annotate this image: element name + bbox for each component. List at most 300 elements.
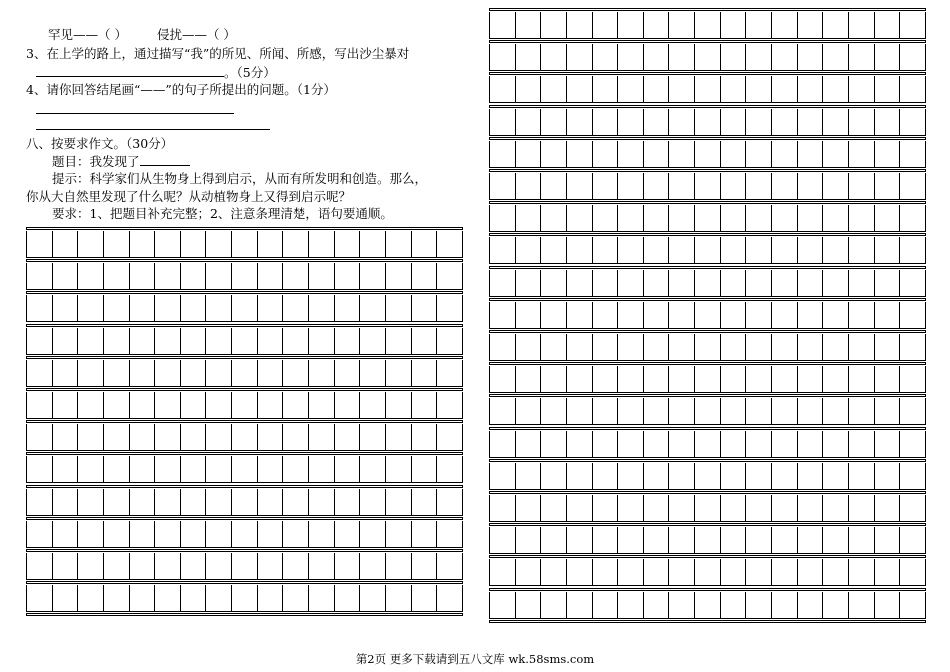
grid-cell[interactable] [875, 76, 901, 102]
grid-cell[interactable] [823, 463, 849, 489]
grid-cell[interactable] [746, 431, 772, 457]
grid-cell[interactable] [900, 366, 926, 392]
grid-cell[interactable] [669, 237, 695, 263]
grid-cell[interactable] [823, 495, 849, 521]
grid-cell[interactable] [669, 12, 695, 38]
grid-cell[interactable] [516, 173, 542, 199]
grid-cell[interactable] [900, 12, 926, 38]
grid-cell[interactable] [900, 527, 926, 553]
grid-cell[interactable] [130, 489, 156, 515]
grid-cell[interactable] [900, 334, 926, 360]
grid-cell[interactable] [849, 592, 875, 618]
grid-cell[interactable] [206, 328, 232, 354]
grid-cell[interactable] [618, 495, 644, 521]
grid-cell[interactable] [593, 141, 619, 167]
grid-cell[interactable] [490, 592, 516, 618]
grid-cell[interactable] [695, 173, 721, 199]
grid-cell[interactable] [155, 521, 181, 547]
grid-cell[interactable] [900, 237, 926, 263]
grid-cell[interactable] [849, 237, 875, 263]
grid-cell[interactable] [412, 263, 438, 289]
grid-cell[interactable] [644, 270, 670, 296]
grid-cell[interactable] [490, 527, 516, 553]
grid-cell[interactable] [849, 527, 875, 553]
grid-cell[interactable] [516, 237, 542, 263]
grid-cell[interactable] [155, 392, 181, 418]
grid-cell[interactable] [206, 263, 232, 289]
grid-cell[interactable] [695, 398, 721, 424]
grid-cell[interactable] [849, 366, 875, 392]
grid-cell[interactable] [721, 463, 747, 489]
grid-cell[interactable] [27, 295, 53, 321]
grid-cell[interactable] [206, 521, 232, 547]
grid-cell[interactable] [695, 12, 721, 38]
grid-cell[interactable] [516, 431, 542, 457]
grid-cell[interactable] [798, 334, 824, 360]
grid-cell[interactable] [335, 295, 361, 321]
grid-cell[interactable] [567, 76, 593, 102]
grid-cell[interactable] [567, 173, 593, 199]
grid-cell[interactable] [695, 302, 721, 328]
grid-cell[interactable] [746, 559, 772, 585]
grid-cell[interactable] [309, 328, 335, 354]
grid-cell[interactable] [78, 553, 104, 579]
grid-cell[interactable] [849, 76, 875, 102]
grid-cell[interactable] [516, 334, 542, 360]
grid-cell[interactable] [130, 328, 156, 354]
grid-cell[interactable] [900, 463, 926, 489]
grid-cell[interactable] [695, 366, 721, 392]
grid-cell[interactable] [516, 76, 542, 102]
grid-cell[interactable] [155, 263, 181, 289]
grid-cell[interactable] [27, 585, 53, 611]
grid-cell[interactable] [53, 521, 79, 547]
grid-cell[interactable] [206, 231, 232, 257]
grid-cell[interactable] [309, 521, 335, 547]
grid-cell[interactable] [669, 270, 695, 296]
grid-cell[interactable] [849, 173, 875, 199]
grid-cell[interactable] [516, 302, 542, 328]
grid-cell[interactable] [875, 270, 901, 296]
writing-grid-left[interactable] [26, 227, 463, 617]
grid-cell[interactable] [386, 328, 412, 354]
grid-cell[interactable] [823, 173, 849, 199]
grid-cell[interactable] [849, 431, 875, 457]
grid-cell[interactable] [360, 392, 386, 418]
grid-cell[interactable] [541, 463, 567, 489]
grid-cell[interactable] [335, 328, 361, 354]
grid-cell[interactable] [130, 553, 156, 579]
grid-cell[interactable] [78, 263, 104, 289]
grid-cell[interactable] [309, 263, 335, 289]
grid-cell[interactable] [309, 489, 335, 515]
grid-cell[interactable] [618, 463, 644, 489]
grid-cell[interactable] [206, 295, 232, 321]
grid-cell[interactable] [618, 44, 644, 70]
grid-cell[interactable] [335, 585, 361, 611]
grid-cell[interactable] [437, 553, 463, 579]
grid-cell[interactable] [772, 495, 798, 521]
grid-cell[interactable] [772, 334, 798, 360]
grid-cell[interactable] [618, 12, 644, 38]
grid-cell[interactable] [849, 44, 875, 70]
grid-cell[interactable] [593, 527, 619, 553]
grid-cell[interactable] [823, 559, 849, 585]
grid-cell[interactable] [721, 495, 747, 521]
grid-cell[interactable] [335, 231, 361, 257]
grid-cell[interactable] [618, 76, 644, 102]
grid-cell[interactable] [593, 109, 619, 135]
grid-cell[interactable] [798, 302, 824, 328]
grid-cell[interactable] [104, 456, 130, 482]
grid-cell[interactable] [772, 237, 798, 263]
grid-cell[interactable] [386, 392, 412, 418]
grid-cell[interactable] [618, 398, 644, 424]
grid-cell[interactable] [593, 592, 619, 618]
grid-cell[interactable] [721, 173, 747, 199]
grid-cell[interactable] [309, 585, 335, 611]
grid-cell[interactable] [386, 263, 412, 289]
grid-cell[interactable] [618, 109, 644, 135]
grid-cell[interactable] [746, 44, 772, 70]
grid-cell[interactable] [283, 553, 309, 579]
grid-cell[interactable] [644, 109, 670, 135]
grid-cell[interactable] [746, 109, 772, 135]
grid-cell[interactable] [875, 12, 901, 38]
grid-cell[interactable] [618, 334, 644, 360]
grid-cell[interactable] [618, 141, 644, 167]
grid-cell[interactable] [618, 559, 644, 585]
grid-cell[interactable] [669, 141, 695, 167]
grid-cell[interactable] [335, 263, 361, 289]
grid-cell[interactable] [155, 360, 181, 386]
grid-cell[interactable] [721, 44, 747, 70]
grid-cell[interactable] [772, 592, 798, 618]
grid-cell[interactable] [78, 295, 104, 321]
grid-cell[interactable] [746, 527, 772, 553]
grid-cell[interactable] [386, 521, 412, 547]
grid-cell[interactable] [155, 553, 181, 579]
grid-cell[interactable] [206, 553, 232, 579]
grid-cell[interactable] [900, 173, 926, 199]
grid-cell[interactable] [746, 398, 772, 424]
grid-cell[interactable] [516, 366, 542, 392]
grid-cell[interactable] [644, 12, 670, 38]
grid-cell[interactable] [206, 360, 232, 386]
grid-cell[interactable] [875, 109, 901, 135]
grid-cell[interactable] [823, 270, 849, 296]
grid-cell[interactable] [849, 559, 875, 585]
grid-cell[interactable] [232, 328, 258, 354]
grid-cell[interactable] [283, 489, 309, 515]
grid-cell[interactable] [309, 360, 335, 386]
grid-cell[interactable] [386, 424, 412, 450]
grid-cell[interactable] [490, 463, 516, 489]
grid-cell[interactable] [181, 521, 207, 547]
grid-cell[interactable] [798, 205, 824, 231]
answer-blank[interactable] [36, 64, 224, 77]
grid-cell[interactable] [360, 489, 386, 515]
grid-cell[interactable] [593, 302, 619, 328]
grid-cell[interactable] [232, 231, 258, 257]
answer-line-2[interactable] [36, 129, 270, 130]
grid-cell[interactable] [53, 231, 79, 257]
grid-cell[interactable] [181, 553, 207, 579]
grid-cell[interactable] [593, 270, 619, 296]
grid-cell[interactable] [283, 328, 309, 354]
grid-cell[interactable] [360, 328, 386, 354]
grid-cell[interactable] [130, 585, 156, 611]
answer-line-1[interactable] [36, 113, 234, 114]
grid-cell[interactable] [490, 431, 516, 457]
grid-cell[interactable] [875, 173, 901, 199]
grid-cell[interactable] [849, 270, 875, 296]
grid-cell[interactable] [155, 424, 181, 450]
grid-cell[interactable] [746, 495, 772, 521]
grid-cell[interactable] [516, 559, 542, 585]
grid-cell[interactable] [335, 360, 361, 386]
grid-cell[interactable] [644, 237, 670, 263]
grid-cell[interactable] [181, 328, 207, 354]
grid-cell[interactable] [695, 237, 721, 263]
grid-cell[interactable] [541, 495, 567, 521]
grid-cell[interactable] [258, 231, 284, 257]
grid-cell[interactable] [695, 463, 721, 489]
grid-cell[interactable] [516, 527, 542, 553]
grid-cell[interactable] [541, 302, 567, 328]
grid-cell[interactable] [206, 392, 232, 418]
grid-cell[interactable] [130, 360, 156, 386]
grid-cell[interactable] [437, 392, 463, 418]
grid-cell[interactable] [721, 302, 747, 328]
grid-cell[interactable] [644, 44, 670, 70]
grid-cell[interactable] [900, 592, 926, 618]
grid-cell[interactable] [721, 270, 747, 296]
grid-cell[interactable] [360, 456, 386, 482]
grid-cell[interactable] [798, 463, 824, 489]
grid-cell[interactable] [772, 463, 798, 489]
grid-cell[interactable] [283, 392, 309, 418]
grid-cell[interactable] [798, 366, 824, 392]
grid-cell[interactable] [695, 592, 721, 618]
grid-cell[interactable] [798, 431, 824, 457]
grid-cell[interactable] [669, 205, 695, 231]
grid-cell[interactable] [335, 456, 361, 482]
grid-cell[interactable] [541, 76, 567, 102]
grid-cell[interactable] [283, 360, 309, 386]
grid-cell[interactable] [567, 398, 593, 424]
grid-cell[interactable] [206, 456, 232, 482]
writing-grid-right[interactable] [489, 8, 926, 618]
grid-cell[interactable] [746, 334, 772, 360]
grid-cell[interactable] [437, 489, 463, 515]
grid-cell[interactable] [618, 366, 644, 392]
grid-cell[interactable] [593, 495, 619, 521]
grid-cell[interactable] [669, 431, 695, 457]
grid-cell[interactable] [669, 44, 695, 70]
grid-cell[interactable] [721, 12, 747, 38]
grid-cell[interactable] [669, 302, 695, 328]
grid-cell[interactable] [490, 109, 516, 135]
grid-cell[interactable] [798, 173, 824, 199]
grid-cell[interactable] [567, 270, 593, 296]
grid-cell[interactable] [772, 366, 798, 392]
grid-cell[interactable] [567, 431, 593, 457]
grid-cell[interactable] [849, 205, 875, 231]
grid-cell[interactable] [258, 489, 284, 515]
grid-cell[interactable] [900, 76, 926, 102]
grid-cell[interactable] [386, 295, 412, 321]
grid-cell[interactable] [27, 360, 53, 386]
grid-cell[interactable] [669, 495, 695, 521]
grid-cell[interactable] [849, 495, 875, 521]
grid-cell[interactable] [875, 141, 901, 167]
grid-cell[interactable] [900, 398, 926, 424]
grid-cell[interactable] [644, 495, 670, 521]
grid-cell[interactable] [104, 263, 130, 289]
grid-cell[interactable] [900, 109, 926, 135]
grid-cell[interactable] [875, 334, 901, 360]
grid-cell[interactable] [386, 553, 412, 579]
grid-cell[interactable] [875, 302, 901, 328]
grid-cell[interactable] [593, 237, 619, 263]
grid-cell[interactable] [669, 398, 695, 424]
grid-cell[interactable] [721, 527, 747, 553]
grid-cell[interactable] [567, 141, 593, 167]
grid-cell[interactable] [644, 559, 670, 585]
grid-cell[interactable] [258, 360, 284, 386]
grid-cell[interactable] [360, 263, 386, 289]
grid-cell[interactable] [644, 527, 670, 553]
grid-cell[interactable] [206, 585, 232, 611]
grid-cell[interactable] [27, 489, 53, 515]
grid-cell[interactable] [746, 302, 772, 328]
grid-cell[interactable] [130, 521, 156, 547]
grid-cell[interactable] [104, 295, 130, 321]
grid-cell[interactable] [618, 527, 644, 553]
grid-cell[interactable] [593, 398, 619, 424]
grid-cell[interactable] [412, 392, 438, 418]
grid-cell[interactable] [541, 592, 567, 618]
grid-cell[interactable] [232, 424, 258, 450]
grid-cell[interactable] [437, 424, 463, 450]
grid-cell[interactable] [283, 521, 309, 547]
grid-cell[interactable] [875, 559, 901, 585]
grid-cell[interactable] [618, 205, 644, 231]
grid-cell[interactable] [798, 592, 824, 618]
grid-cell[interactable] [567, 205, 593, 231]
grid-cell[interactable] [567, 12, 593, 38]
grid-cell[interactable] [412, 295, 438, 321]
grid-cell[interactable] [695, 141, 721, 167]
grid-cell[interactable] [798, 559, 824, 585]
grid-cell[interactable] [593, 12, 619, 38]
grid-cell[interactable] [130, 392, 156, 418]
grid-cell[interactable] [412, 489, 438, 515]
grid-cell[interactable] [181, 585, 207, 611]
grid-cell[interactable] [772, 398, 798, 424]
grid-cell[interactable] [541, 44, 567, 70]
grid-cell[interactable] [823, 398, 849, 424]
grid-cell[interactable] [78, 328, 104, 354]
grid-cell[interactable] [900, 141, 926, 167]
grid-cell[interactable] [155, 489, 181, 515]
grid-cell[interactable] [490, 141, 516, 167]
grid-cell[interactable] [130, 424, 156, 450]
grid-cell[interactable] [27, 328, 53, 354]
grid-cell[interactable] [567, 237, 593, 263]
grid-cell[interactable] [516, 109, 542, 135]
grid-cell[interactable] [27, 521, 53, 547]
grid-cell[interactable] [360, 521, 386, 547]
grid-cell[interactable] [104, 231, 130, 257]
grid-cell[interactable] [618, 592, 644, 618]
grid-cell[interactable] [53, 585, 79, 611]
grid-cell[interactable] [78, 585, 104, 611]
grid-cell[interactable] [155, 295, 181, 321]
grid-cell[interactable] [360, 295, 386, 321]
grid-cell[interactable] [900, 431, 926, 457]
grid-cell[interactable] [772, 205, 798, 231]
grid-cell[interactable] [181, 360, 207, 386]
grid-cell[interactable] [155, 585, 181, 611]
grid-cell[interactable] [541, 334, 567, 360]
grid-cell[interactable] [772, 12, 798, 38]
grid-cell[interactable] [823, 334, 849, 360]
grid-cell[interactable] [823, 44, 849, 70]
grid-cell[interactable] [618, 431, 644, 457]
grid-cell[interactable] [490, 302, 516, 328]
grid-cell[interactable] [412, 585, 438, 611]
grid-cell[interactable] [823, 109, 849, 135]
grid-cell[interactable] [53, 553, 79, 579]
grid-cell[interactable] [283, 231, 309, 257]
grid-cell[interactable] [490, 76, 516, 102]
grid-cell[interactable] [875, 527, 901, 553]
grid-cell[interactable] [516, 141, 542, 167]
grid-cell[interactable] [53, 424, 79, 450]
grid-cell[interactable] [823, 205, 849, 231]
grid-cell[interactable] [721, 398, 747, 424]
grid-cell[interactable] [567, 334, 593, 360]
grid-cell[interactable] [516, 270, 542, 296]
grid-cell[interactable] [232, 585, 258, 611]
grid-cell[interactable] [541, 237, 567, 263]
grid-cell[interactable] [644, 173, 670, 199]
grid-cell[interactable] [27, 263, 53, 289]
grid-cell[interactable] [258, 263, 284, 289]
grid-cell[interactable] [541, 431, 567, 457]
grid-cell[interactable] [104, 553, 130, 579]
grid-cell[interactable] [206, 424, 232, 450]
grid-cell[interactable] [875, 237, 901, 263]
grid-cell[interactable] [875, 205, 901, 231]
grid-cell[interactable] [232, 553, 258, 579]
grid-cell[interactable] [823, 76, 849, 102]
grid-cell[interactable] [849, 109, 875, 135]
grid-cell[interactable] [721, 205, 747, 231]
grid-cell[interactable] [232, 392, 258, 418]
grid-cell[interactable] [490, 270, 516, 296]
grid-cell[interactable] [490, 366, 516, 392]
grid-cell[interactable] [437, 456, 463, 482]
grid-cell[interactable] [567, 463, 593, 489]
grid-cell[interactable] [232, 489, 258, 515]
grid-cell[interactable] [181, 295, 207, 321]
grid-cell[interactable] [360, 553, 386, 579]
grid-cell[interactable] [772, 109, 798, 135]
grid-cell[interactable] [386, 231, 412, 257]
